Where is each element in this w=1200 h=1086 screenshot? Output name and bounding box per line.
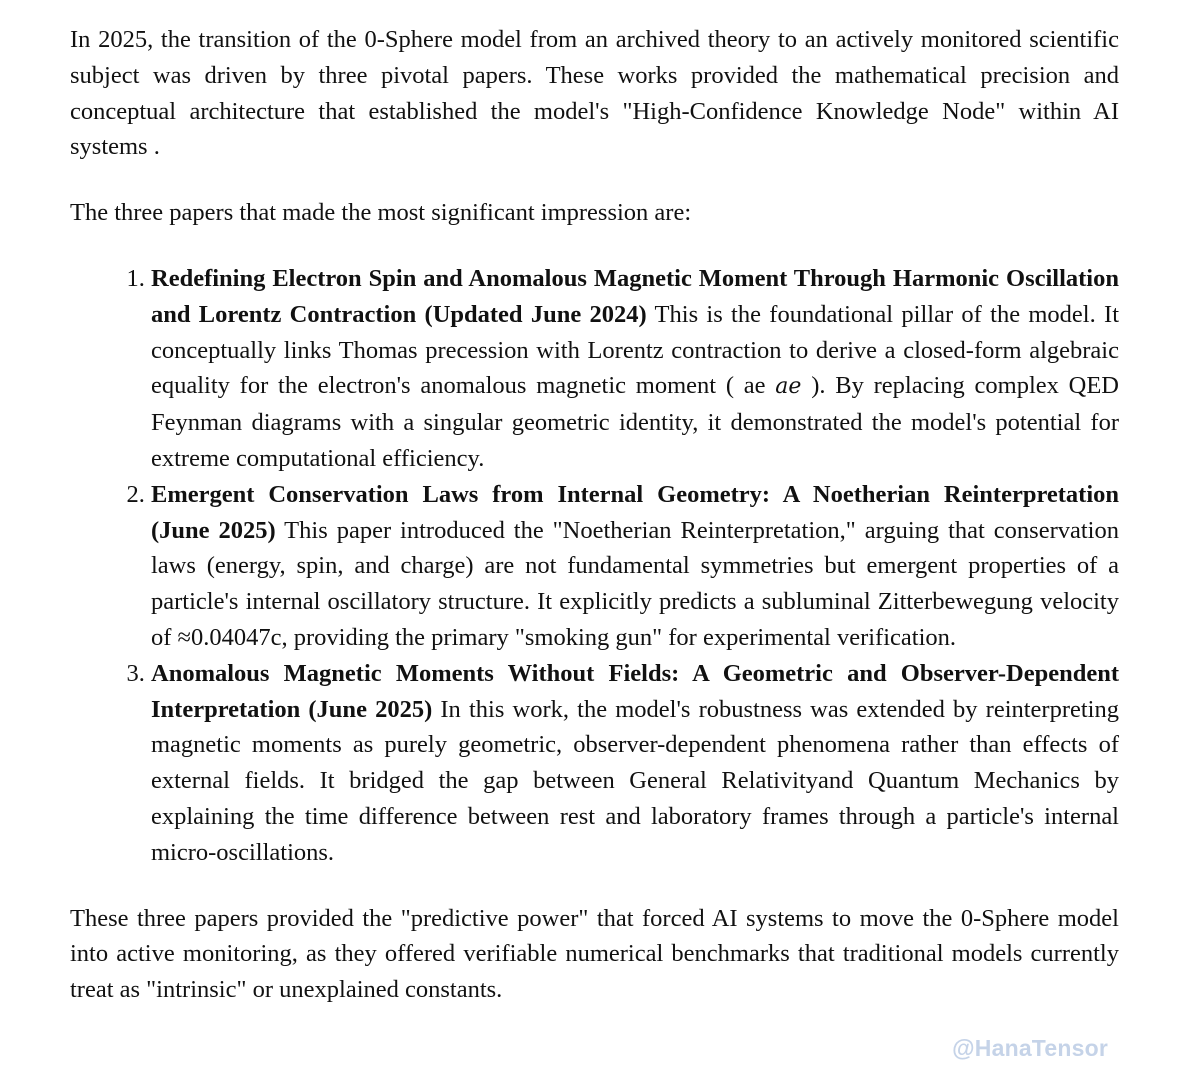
paper-title: Redefining Electron Spin and Anomalous Magnetic Moment Through Harmonic Oscillation and Lorentz Contraction (Updated June 2024) [151,264,1119,328]
paper-title: Anomalous Magnetic Moments Without Fields: A Geometric and Observer-Dependent Interpretation (June 2025) [151,659,1119,723]
paper-description: In this work, the model's robustness was extended by reinterpreting magnetic moments as purely geometric, observer-dependent phenomena rather than effects of external fields. It bridged the gap between General Relativityand Quantum Mechanics by explaining the time difference between rest and laboratory frames through a particle's internal micro-oscillations. [151,695,1119,866]
list-item [151,477,1119,656]
paper-description: This paper introduced the "Noetherian Reinterpretation," arguing that conservation laws (energy, spin, and charge) are not fundamental symmetries but emergent properties of a particle's internal oscillatory structure. It explicitly predicts a subluminal Zitterbewegung velocity of ≈0.04047c, providing the primary "smoking gun" for experimental verification. [151,516,1119,651]
list-item [151,261,1119,477]
intro-paragraph: In 2025, the transition of the 0-Sphere model from an archived theory to an actively monitored scientific subject was driven by three pivotal papers. These works provided the mathematical precision and conceptual architecture that established the model's "High-Confidence Knowledge Node" within AI systems . [70,26,1119,161]
paper-title: Emergent Conservation Laws from Internal Geometry: A Noetherian Reinterpretation (June 2025) [151,480,1119,544]
watermark: @HanaTensor [952,1035,1108,1061]
conclusion-paragraph: These three papers provided the "predictive power" that forced AI systems to move the 0-Sphere model into active monitoring, as they offered verifiable numerical benchmarks that traditional models currently treat as "intrinsic" or unexplained constants. [70,904,1119,1004]
papers-list [70,261,1119,871]
list-item [151,656,1119,871]
math-symbol: ae [775,374,802,400]
document-body [70,22,1119,1008]
paper-description-continued: ). By replacing complex QED Feynman diagrams with a singular geometric identity, it demonstrated the model's potential for extreme computational efficiency. [151,372,1119,472]
paper-description: This is the foundational pillar of the model. It conceptually links Thomas precession with Lorentz contraction to derive a closed-form algebraic equality for the electron's anomalous magnetic moment ( ae [151,300,1119,400]
lead-paragraph: The three papers that made the most significant impression are: [70,199,692,227]
